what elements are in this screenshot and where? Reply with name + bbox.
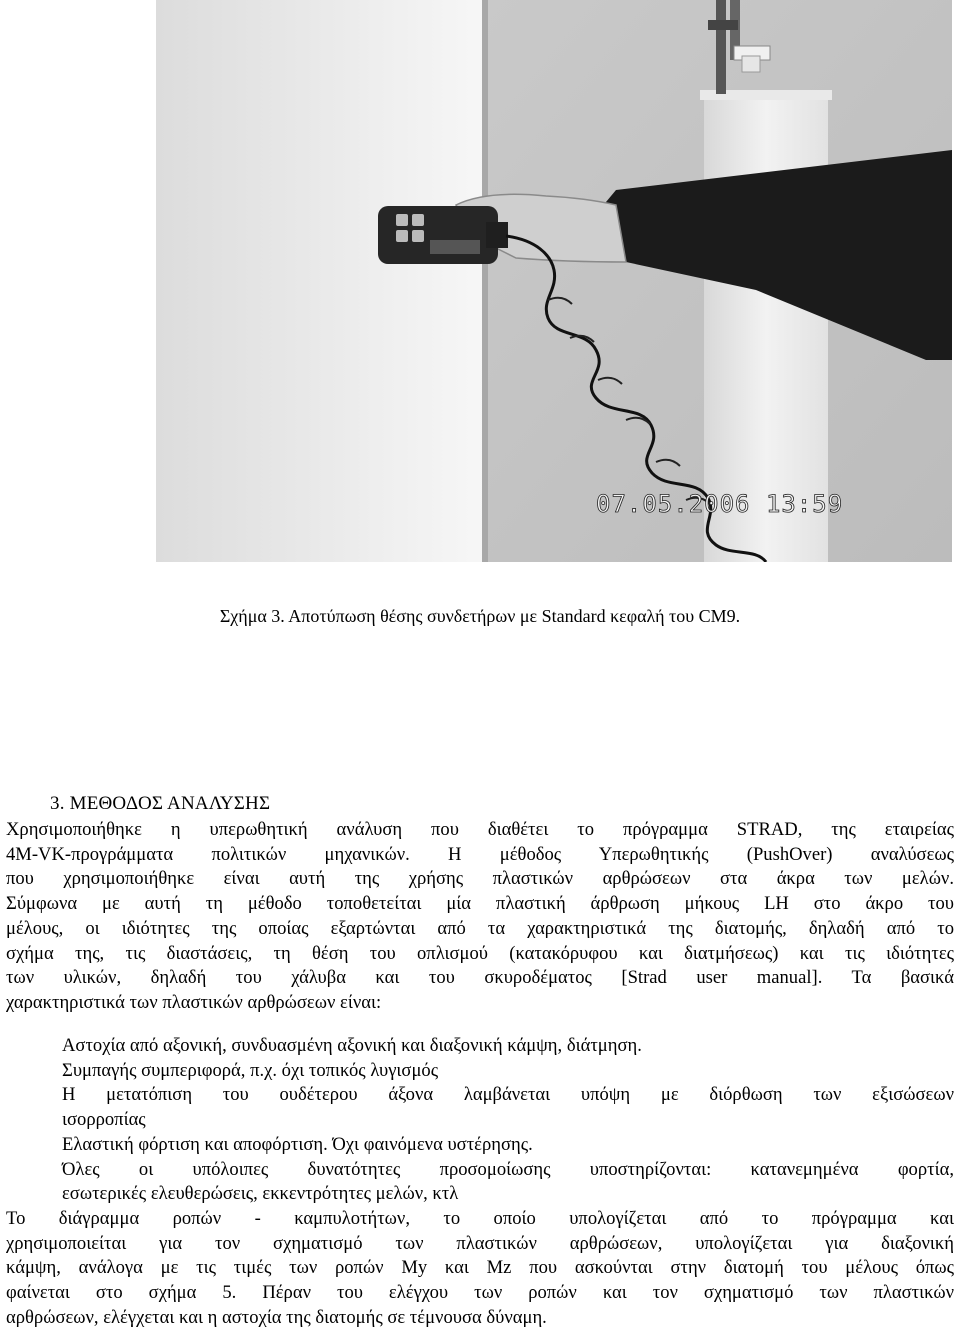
- paragraph-line: σχήμα της, τις διαστάσεις, τη θέση του οπλισμού (κατακόρυφου και διατμήσεως) και τις ιδιότητες: [6, 942, 954, 964]
- section-heading: 3. ΜΕΘΟΔΟΣ ΑΝΑΛΥΣΗΣ: [50, 793, 271, 814]
- pipe: [716, 0, 726, 94]
- list-item: Ελαστική φόρτιση και αποφόρτιση. Όχι φαινόμενα υστέρησης.: [62, 1133, 533, 1155]
- photo-timestamp: 07.05.2006 13:59: [596, 490, 844, 518]
- paragraph-line: φαίνεται στο σχήμα 5. Πέραν του ελέγχου των ροπών και τον σχηματισμό των πλαστικών: [6, 1282, 954, 1304]
- paragraph-line: κάμψη, ανάλογα με τις τιμές των ροπών My και Mz που ασκούνται στην διατομή του μέλους όπως: [6, 1257, 954, 1279]
- paragraph-line: χαρακτηριστικά των πλαστικών αρθρώσεων είναι:: [6, 991, 382, 1013]
- wall-edge: [482, 0, 488, 562]
- list-item-continuation: εσωτερικές ελευθερώσεις, εκκεντρότητες μελών, κτλ: [62, 1183, 459, 1205]
- wall-left: [156, 0, 486, 562]
- paragraph-line: Χρησιμοποιήθηκε η υπερωθητική ανάλυση που διαθέτει το πρόγραμμα STRAD, της εταιρείας: [6, 819, 954, 840]
- paragraph-line: μέλους, οι ιδιότητες της οποίας εξαρτώνται από τα χαρακτηριστικά της διατομής, δηλαδή από το: [6, 917, 954, 939]
- paragraph-2: [6, 1207, 954, 1331]
- figure-caption: Σχήμα 3. Αποτύπωση θέσης συνδετήρων με Standard κεφαλή του CM9.: [219, 606, 741, 626]
- paragraph-line: αρθρώσεων, ελέγχεται και η αστοχία της διατομής σε τέμνουσα δύναμη.: [6, 1306, 547, 1328]
- list-item: Αστοχία από αξονική, συνδυασμένη αξονική και διαξονική κάμψη, διάτμηση.: [62, 1035, 642, 1056]
- paragraph-line: των υλικών, δηλαδή του χάλυβα και του σκυροδέματος [Strad user manual]. Τα βασικά: [6, 967, 954, 989]
- characteristics-list: [62, 1034, 954, 1207]
- figure-photo: [156, 0, 952, 562]
- list-item: Η μετατόπιση του ουδέτερου άξονα λαμβάνεται υπόψη με διόρθωση των εξισώσεων: [62, 1084, 954, 1106]
- list-item-continuation: ισορροπίας: [62, 1109, 146, 1131]
- paragraph-line: 4M-VK-προγράμματα πολιτικών μηχανικών. Η μέθοδος Υπερωθητικής (PushOver) αναλύσεως: [6, 843, 954, 865]
- paragraph-line: Σύμφωνα με αυτή τη μέθοδο τοποθετείται μία πλαστική άρθρωση μήκους LH στο άκρο του: [6, 893, 954, 915]
- paragraph-line: που χρησιμοποιήθηκε είναι αυτή της χρήσης πλαστικών αρθρώσεων στα άκρα των μελών.: [6, 868, 954, 890]
- list-item: Όλες οι υπόλοιπες δυνατότητες προσομοίωσης υποστηρίζονται: κατανεμημένα φορτία,: [62, 1158, 954, 1180]
- paragraph-line: Το διάγραμμα ροπών - καμπυλοτήτων, το οποίο υπολογίζεται από το πρόγραμμα και: [6, 1208, 954, 1229]
- list-item: Συμπαγής συμπεριφορά, π.χ. όχι τοπικός λυγισμός: [62, 1059, 439, 1081]
- paragraph-1: [6, 818, 954, 1016]
- paragraph-line: χρησιμοποιείται για τον σχηματισμό των πλαστικών αρθρώσεων, υπολογίζεται για διαξονική: [6, 1232, 954, 1254]
